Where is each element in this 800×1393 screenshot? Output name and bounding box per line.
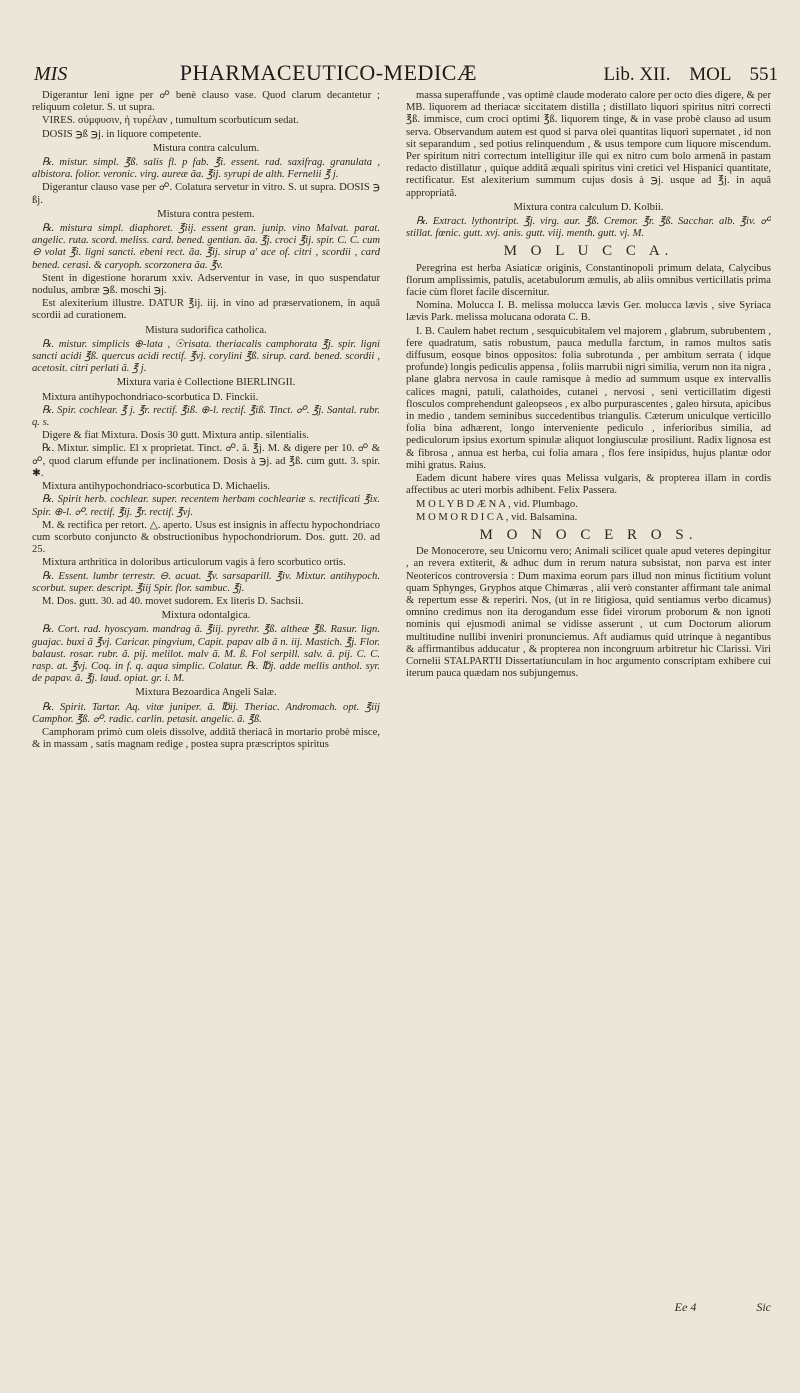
section-heading: M O N O C E R O S. xyxy=(479,526,698,543)
paragraph: Nomina. Molucca I. B. melissa molucca lævis Ger. molucca lævis , sive Syriaca lævis Park. melissa molucana odorata C. B. xyxy=(406,300,771,324)
section-heading: M O L U C C A. xyxy=(503,243,674,260)
section-heading: Mistura sudorifica catholica. xyxy=(145,324,267,336)
section-heading: Mixtura Bezoardica Angeli Salæ. xyxy=(135,687,277,699)
paragraph: Eadem dicunt habere vires quas Melissa vulgaris, & propterea illam in cordis affectibus ac uteri morbis adhibent. Felix Passera. xyxy=(406,473,771,497)
right-column xyxy=(406,90,771,1303)
paragraph: ℞. Spirit. Tartar. Aq. vitæ juniper. ã. ℔ij. Theriac. Andromach. opt. ℥iij Camphor. ℥ß. ☍. radic. carlin. petasit. angelic. ã. ℥ß. xyxy=(32,701,380,725)
paragraph: Est alexiterium illustre. DATUR ℥ij. iij. in vino ad præservationem, in aquâ scordii ad curationem. xyxy=(32,298,380,322)
paragraph: M. & rectifica per retort. △. aperto. Usus est insignis in affectu hypochondriaco cum scorbuto conjuncto & obstructionibus hypochondriorum. Dos. gutt. 20. ad 25. xyxy=(32,519,380,556)
paragraph: De Monoceroте, seu Unicornu vero; Animali scilicet quale apud veteres depingitur , an revera extiterit, & adhuc dum in rerum natura subsistat, non parva est inter Neotericos controversia : Dum maxima eorum pars illud non minus fictitium volunt quam Sphynges, Gryphos atque Chimæras , alii verò constanter affirmant tale animal & repertum esse & reperiri. Nos, (ut in re litigiosa, quid sentiamus verbo dicamus) omnino credimus non ita derogandum esse fidei virorum proborum & non ignoti nominis qui ejusmodi animal se vidisse asserunt , ut cum Doctorum aliorum multitudine nullibi inveniri pronunciemus. Aft audiamus quid utrinque à negantibus & affirmantibus adducatur , & propterea non incongruum arbitretur hic Clarissi. Viri Cornelii STALPARTII Dissertatiunculam in hoc argumento conscriptam exhibere cui iterum pauca quædam nos subjungemus. xyxy=(406,546,771,680)
paragraph: ℞. Extract. lythontript. ℥j. virg. aur. ℥ß. Cremor. ℥r. ℥ß. Sacchar. alb. ℥iv. ☍ stillat. fœnic. gutt. xvj. anis. gutt. viij. menth. gutt. vj. M. xyxy=(406,216,771,240)
paragraph: Stent in digestione horarum xxiv. Adserventur in vase, in quo suspendatur nodulus, ambræ ℈ß. moschi ℈j. xyxy=(32,272,380,297)
section-heading: Mistura contra calculum. xyxy=(152,142,260,154)
paragraph: massa superaffunde , vas optimè claude moderato calore per octo dies digere, & per MB. liquorem ad theriacæ siccitatem distilla ; distillato liquori spiritus nitri correcti ℥ß. immisce, cum croci optimi ℥ß. liquorem tinge, & in vase probè clauso ad usum serva. Observandum autem est quod si parva olei quantitas liquori supernatet , id non sit separandum , sed potius relinquendum , & usus tempore cum liquore miscendum. Per spiritum nitri correctum intelligitur ille qui ex nitro cum bolo armenâ in pastam redacto distillatur , quique additâ æquali spiritus vini cretici vel Hispanici quantitate, rectificatur. Est alexiterium summum cujus dosis à ℈j. usque ad ℥j. in aquâ appropriatâ. xyxy=(406,90,771,199)
paragraph: Mixtura antihypochondriaco-scorbutica D. Finckii. xyxy=(42,391,259,403)
section-heading: Mixtura odontalgica. xyxy=(161,610,251,622)
paragraph: I. B. Caulem habet rectum , sesquicubitalem vel majorem , glabrum, subrubentem , fere quadratum, satis robustum, pauca medulla farctum, in ramos multos satis diffusum, eosque binos oppositos: folia subrotunda , per ambitum serrata ( idque profunde) longis pediculis appensa , foliis marrubii nigri similia, verum non ita nigra , plane glabra nervosa in caule ramisque à medio ad summum usque ex intervallis calices magni, patuli, calathoides, cutanei , nervosi , seni verticillatim digesti flosculos comprehendunt galeopseos , ex albo purpurascentes , galeo hirsuta, apicibus in medio , tandem seminibus succedentibus triangulis. Cæterum uniculque verticillo folia bina adhærent, longo interveniente pediculo , inferioribus similia, ad pediculorum ipsius exortum spinulæ aliquot longiusculæ prosiliunt. Radix lignosa est & fibrosa , annua est herba, cui folia amara , flos fere insipidus, hujus plantæ odor mihi gratus. Raius. xyxy=(406,325,771,471)
page-footer xyxy=(406,1300,771,1315)
signature-mark: Ee 4 xyxy=(674,1300,697,1314)
header-title: PHARMACEUTICO-MEDICÆ xyxy=(179,60,478,85)
paragraph: ℞. Cort. rad. hyoscyam. mandrag ã. ℥iij. pyrethr. ℥ß. altheæ ℥ß. Rasur. lign. guajac. buxi ã ℥vj. Caricar. pingvium, Capit. papav alb ã n. iij. Mastich. ℥j. Flor. balaust. rosar. rubr. ã. pij. melilot. malv ã. M. ß. Fol serpill. salv. ã. pij. C. C. rasp. at. ℥vj. Coq. in f. q. aqua simplic. Colatur. ℞. ℔j. adde mellis anthol. syr. de papav. ã. ℥j. laud. opiat. gr. i. M. xyxy=(32,624,380,685)
header-book: Lib. XII. xyxy=(603,64,671,85)
paragraph: M. Dos. gutt. 30. ad 40. movet sudorem. Ex literis D. Sachsii. xyxy=(42,595,304,607)
paragraph: VIRES. σύμφυσιν, ἡ τυρέλαν , tumultum scorbuticum sedat. xyxy=(42,115,299,127)
paragraph: Mixtura antihypochondriaco-scorbutica D. Michaelis. xyxy=(42,481,270,493)
section-heading: Mixtura varia è Collectione BIERLINGII. xyxy=(116,377,296,389)
running-header xyxy=(34,60,778,90)
paragraph: ℞. mistur. simpl. ℥ß. salis fl. p fab. ℥i. essent. rad. saxifrag. granulata , albistora. folior. veronic. virg. aureæ ãa. ℥ij. syrupi de alth. Fernelii ℥ j. xyxy=(32,157,380,181)
paragraph: Peregrina est herba Asiaticæ originis, Constantinopoli primum delata, Calycibus florum amplissimis, patulis, acetabulorum æmulis, ab aliis omnibus verticillatis prima facie cùm floret facile discernitur. xyxy=(406,262,771,299)
paragraph: Digerantur clauso vase per ☍. Colatura servetur in vitro. S. ut supra. DOSIS ℈ ßj. xyxy=(32,182,380,206)
paragraph: ℞. Spir. cochlear. ℥ j. ℥r. rectif. ℥iß. ⊕-l. rectif. ℥iß. Tinct. ☍. ℥j. Santal. rubr. q. s. xyxy=(32,404,380,429)
section-heading: Mixtura contra calculum D. Kolbii. xyxy=(513,201,664,213)
paragraph: M O L Y B D Æ N A , vid. Plumbago. xyxy=(416,498,578,510)
header-right: MOL xyxy=(689,64,731,85)
paragraph: M O M O R D I C A , vid. Balsamina. xyxy=(416,511,578,523)
page-number: 551 xyxy=(749,64,778,85)
paragraph: ℞. Spirit herb. cochlear. super. recentem herbam cochleariæ s. rectificati ℥ix. Spir. ⊕-l. ☍. rectif. ℥ij. ℥r. rectif. ℥vj. xyxy=(32,494,380,518)
paragraph: ℞. mistur. simplicis ⊕-lata , ☉risata. theriacalis camphorata ℥j. spir. ligni sancti acidi ℥ß. quercus acidi rectif. ℥vj. corylini ℥ß. sirup. card. bened. scordii , acetosit. citri perlati ã. ℥ j. xyxy=(32,338,380,375)
section-heading: Mistura contra pestem. xyxy=(157,208,255,220)
paragraph: ℞. mistura simpl. diaphoret. ℥iij. essent gran. junip. vino Malvat. parat. angelic. ruta. scord. meliss. card. bened. gentian. ãa. ℥j. croci ℥ij. spir. C. C. cum ⊖ volat ℥i. ligni sancti. ebeni rect. ãa. ℥ij. sirup a' ace of. citri , scordii , card bened. cerasi. & caryoph. scorzonera ãa. ℥v. xyxy=(32,223,380,271)
left-column xyxy=(32,90,380,1303)
header-left: MIS xyxy=(34,63,68,85)
paragraph: ℞. Essent. lumbr terrestr. ⊖. acuat. ℥v. sarsaparill. ℥iv. Mixtur. antihypoch. scorbut. super. descript. ℥iij Spir. flor. sambuc. ℥j. xyxy=(32,570,380,594)
header-right-group xyxy=(589,64,778,86)
paragraph: Camphoram primò cum oleis dissolve, additâ theriacâ in mortario probè misce, & in massam , satis magnam redige , postea supra præscriptos spiritus xyxy=(32,726,380,751)
paragraph: Digerantur leni igne per ☍ benè clauso vase. Quod clarum decantetur ; reliquum coletur. S. ut supra. xyxy=(32,90,380,114)
paragraph: ℞. Mixtur. simplic. El x proprietat. Tinct. ☍. ã. ℥j. M. & digere per 10. ☍ & ☍, quod clarum effunde per inclinationem. Dosis à ℈j. ad ℥ß. cum gutt. 3. spir. ✱. xyxy=(32,443,380,479)
paragraph: DOSIS ℈ß ℈j. in liquore competente. xyxy=(42,128,202,140)
paragraph: Digere & fiat Mixtura. Dosis 30 gutt. Mixtura antip. silentialis. xyxy=(42,430,309,442)
catchword: Sic xyxy=(756,1300,771,1314)
paragraph: Mixtura arthritica in doloribus articulorum vagis à fero scorbutico ortis. xyxy=(42,557,346,569)
